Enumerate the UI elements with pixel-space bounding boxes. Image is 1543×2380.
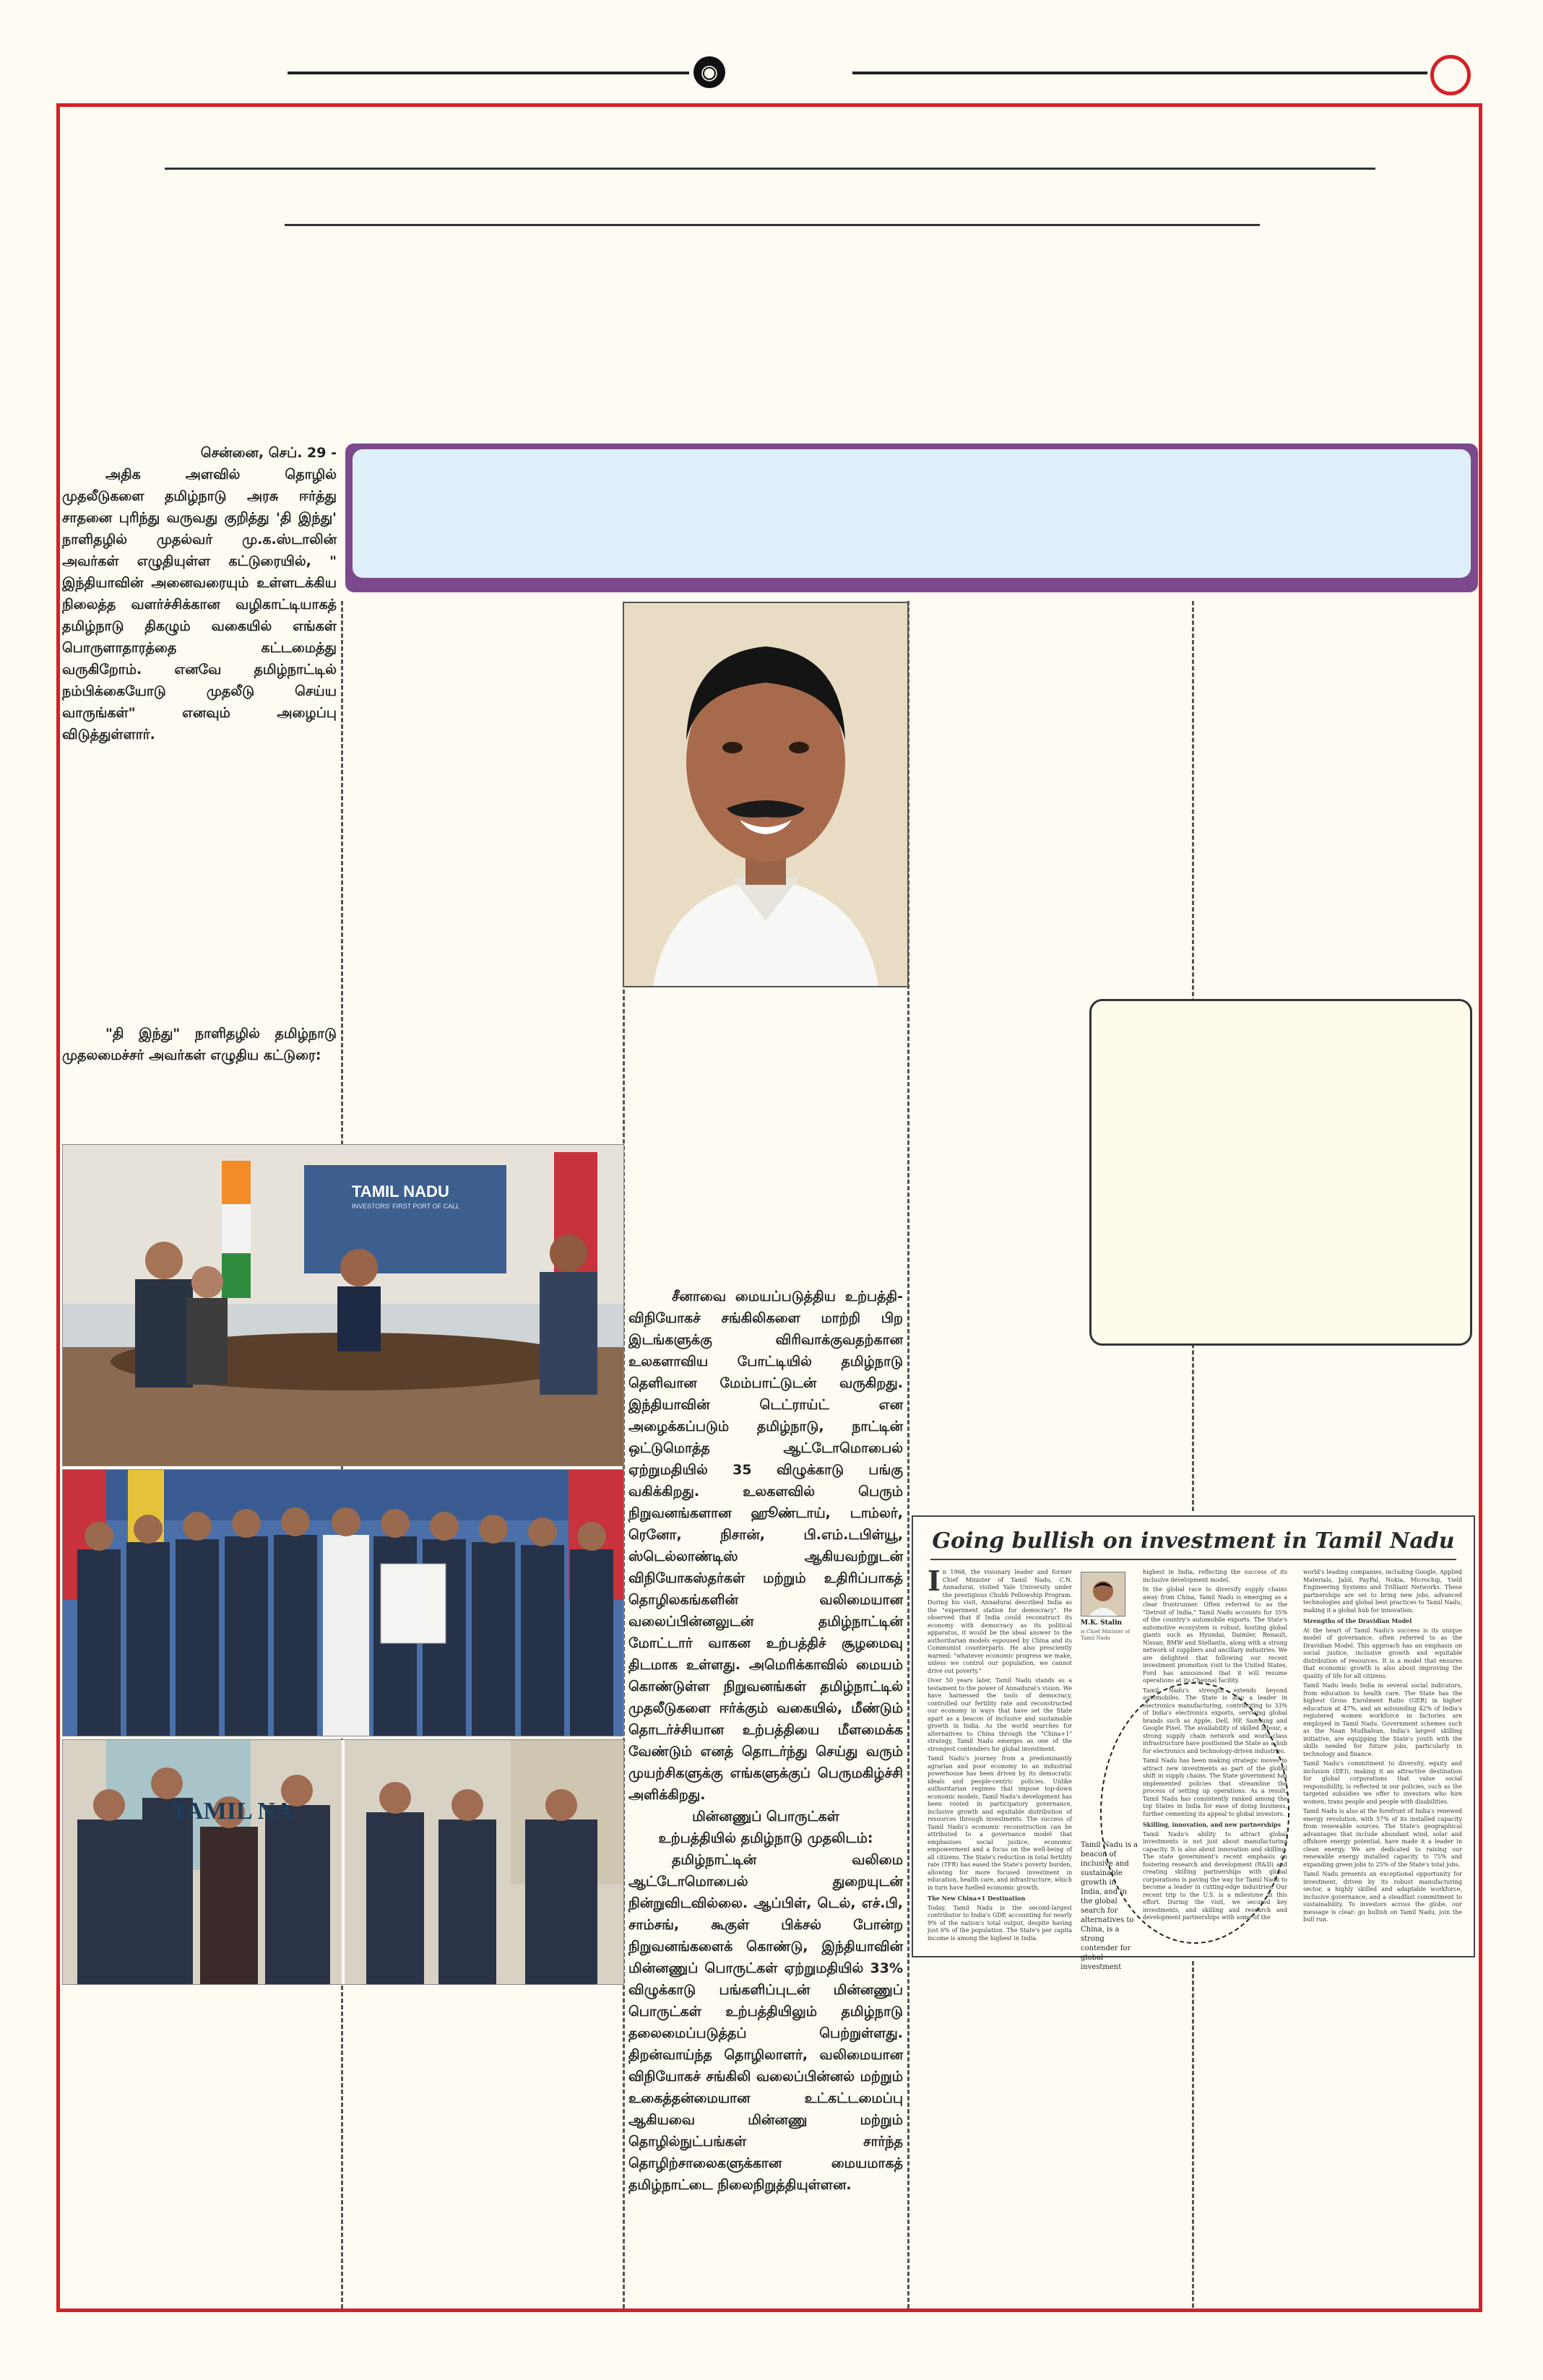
clipping-column-2 [1143,1569,1287,1952]
author-role: is Chief Minister of Tamil Nadu [1081,1629,1131,1641]
author-photo-illustration [1081,1572,1125,1616]
masthead-rule-left [288,72,689,74]
clip-col3-p5: Tamil Nadu is also at the forefront of India's renewed energy revolution, with 57% of its installed capacity from renewable sources. The State's geographical advantages that include abundant wind, solar and offshore energy potential, have made it a leader in clean energy. We are dedicated to raising our renewable energy installed capacity to 75% and expanding green jobs to 25% of the State's total jobs. [1303,1808,1462,1868]
clip-col2-p1: highest in India, reflecting the success of its inclusive development model. [1143,1569,1287,1583]
left-intro-article [62,442,337,745]
clip-col3-p4: Tamil Nadu's commitment to diversity, equity and inclusion (DEI), making it an attractive destination for global corporations that value social responsibility, is reflected in our policies, such as the targeted subsidies we offer to investors who hire women, trans people and people with disabilities. [1303,1760,1462,1805]
clip-col1-p2: Over 50 years later, Tamil Nadu stands as a testament to the power of Annadurai's vision. We have harnessed the tools of democracy, controlled our fertility rate and reconstructed our economy in ways that have set the State apart as a beacon of inclusive and sustainable growth in India. As the world searches for alternatives to China through the "China+1" strategy, Tamil Nadu emerges as one of the strongest contenders for global investment. [928,1677,1072,1752]
clip-col1-subhead: The New China+1 Destination [928,1895,1026,1902]
center-subhead: மின்னணுப் பொருட்கள் [692,1809,839,1825]
group-photo [62,1469,624,1736]
center-subhead-line2: உற்பத்தியில் தமிழ்நாடு முதலிடம்: [658,1830,873,1846]
headline-banner [345,443,1478,592]
background-sign: TAMIL NA [171,1798,293,1825]
pull-quote: Tamil Nadu is a beacon of inclusive and sustainable growth in India, and in the global search for alternatives to China, is a strong contender for global investment [1081,1841,1138,1971]
center-article [628,1286,903,2196]
clip-col3-p6: Tamil Nadu presents an exceptional opportunity for investment, driven by its robust manufacturing sector, a highly skilled and adaptable workforce, inclusive governance, and a steadfast commitment to sustainability. To investors across the globe, our message is clear: go bullish on Tamil Nadu, join the bull run. [1303,1871,1462,1923]
intro-paragraph: அதிக அளவில் தொழில் முதலீடுகளை தமிழ்நாடு அரசு ஈர்த்து சாதனை புரிந்து வருவது குறித்து 'தி இந்து' நாளிதழில் முதல்வர் மு.க.ஸ்டாலின் அவர்கள் எழுதியுள்ள கட்டுரையில், " இந்தியாவின் அனைவரையும் உள்ளடக்கிய நிலைத்த வளர்ச்சிக்கான வழிகாட்டியாகத் தமிழ்நாடு திகழும் வகையில் எங்கள் பொருளாதாரத்தை கட்டமைத்து வருகிறோம். எனவே தமிழ்நாட்டில் நம்பிக்கையோடு முதலீடு செய்ய வாருங்கள்" எனவும் அழைப்பு விடுத்துள்ளார். [62,467,337,743]
clipping-title: Going bullish on investment in Tamil Nadu [932,1528,1455,1554]
clip-col3-subhead: Strengths of the Dravidian Model [1303,1617,1412,1624]
clipping-column-3 [1303,1569,1462,1952]
center-paragraph-2: தமிழ்நாட்டின் வலிமை ஆட்டோமொபைல் துறையுடன் நின்றுவிடவில்லை. ஆப்பிள், டெல், எச்.பி, சாம்சங், கூகுள் பிக்சல் போன்ற நிறுவனங்களைக் கொண்டு, இந்தியாவின் மின்னணுப் பொருட்கள் ஏற்றுமதியில் 33% விழுக்காடு பங்களிப்புடன் மின்னணுப் பொருட்கள் உற்பத்தியிலும் தமிழ்நாடு தலைமைப்படுத்தப் பெற்றுள்ளது. திறன்வாய்ந்த தொழிலாளர், வலிமையான விநியோகச் சங்கிலி வலைப்பின்னல் மற்றும் உகைத்தன்மையான உட்கட்டமைப்பு ஆகியவை மின்னணு மற்றும் தொழில்நுட்பங்கள் சார்ந்த தொழிற்சாலைகளுக்கான மையமாகத் தமிழ்நாட்டை நிலைநிறுத்தியுள்ளன. [628,1852,903,2193]
clip-col2-tail: Tamil Nadu's ability to attract global investments is not just about manufacturing capacity. It is also about innovation and skilling. The state government's recent emphasis on fostering research and development (R&D) and creating skilling partnerships with global corporations is paving the way for Tamil Nadu to become a leader in cutting-edge industries. Our recent trip to the U.S. is a milestone in this effort. During the visit, we secured key investments, and skilling and research and development partnerships with some of the [1143,1830,1287,1921]
chief-minister-portrait [623,602,909,987]
article-caption: "தி இந்து" நாளிதழில் தமிழ்நாடு முதலமைச்சர் அவர்கள் எழுதிய கட்டுரை: [62,1026,337,1063]
center-paragraph-1: சீனாவை மையப்படுத்திய உற்பத்தி-விநியோகச் சங்கிலிகளை மாற்றி பிற இடங்களுக்கு விரிவாக்குவதற்கான உலகளாவிய போட்டியில் தமிழ்நாடு தெளிவான மேம்பாட்டுடன் வருகிறது. இந்தியாவின் டெட்ராய்ட் என அழைக்கப்படும் தமிழ்நாடு, நாட்டின் ஒட்டுமொத்த ஆட்டோமொபைல் ஏற்றுமதியில் 35 விழுக்காடு பங்கு வகிக்கிறது. உலகளவில் பெரும் நிறுவனங்களான ஹூண்டாய், டாம்லர், ரெனோ, நிசான், பி.எம்.டபிள்யூ, ஸ்டெல்லாண்டிஸ் ஆகியவற்றுடன் விநியோகஸ்தர்கள் மற்றும் உதிரிப்பாகத் தொழிலகங்களின் வலிமையான வலைப்பின்னலுடன் தமிழ்நாட்டின் மோட்டார் வாகன உற்பத்திச் சூழமைவு திடமாக உள்ளது. அமெரிக்காவில் மையம் கொண்டுள்ள நிறுவனங்கள் தமிழ்நாட்டில் முதலீடுகளை ஈர்க்கும் வகையில், மீண்டும் தொடர்ச்சியான உற்பத்தியை மீளமைக்க வேண்டும் எனத் தொடர்ந்து செய்து வரும் முயற்சிகளுக்கு எங்களுக்குப் பெருமகிழ்ச்சி அளிக்கிறது. [628,1289,903,1803]
group-photo-illustration [63,1470,623,1736]
meeting-photo-illustration [63,1145,623,1466]
meeting-photo [62,1144,624,1466]
screen-subtitle: INVESTORS' FIRST PORT OF CALL [352,1203,460,1210]
clip-col1-tail: Today, Tamil Nadu is the second-largest contributor to India's GDP, accounting for nearly 9% of the nation's total output, despite having just 6% of the population. The State's per capita income is among the highest in India. [928,1904,1072,1942]
clip-col2-subhead: Skilling, innovation, and new partnerships [1143,1821,1281,1828]
clip-col2-p3: Tamil Nadu's strength extends beyond automobiles. The State is also a leader in electronics manufacturing, contributing to 33% of India's electronics exports, servicing global brands such as Apple, Dell, HP, Samsung and Google Pixel. The availability of skilled labour, a strong supply chain network and world-class infrastructure have positioned the State as a hub for electronics and technology-driven industries. [1143,1687,1287,1754]
dateline: சென்னை, செப். 29 - [200,445,337,461]
headline-rule-bottom [285,224,1260,226]
left-caption [62,1023,337,1066]
headline-rule-top [165,168,1375,170]
masthead-rule-right [852,72,1427,74]
handshake-photo [62,1739,624,1985]
sidebar-box [1089,999,1472,1346]
newspaper-clipping [912,1515,1475,1971]
clip-col3-p3: Tamil Nadu leads India in several social indicators, from education to health care. The State has the highest Gross Enrolment Ratio (GER) in higher education at 47%, and an astounding 42% of India's registered women workforce in factories are employed in Tamil Nadu. Government schemes such as the Naan Mudhalvan, India's largest skilling initiative, are equipping the State's youth with the skills needed for future jobs, particularly in technology and finance. [1303,1682,1462,1757]
emblem-icon: ◉ [693,56,725,88]
clip-col1-p3: Tamil Nadu's journey from a predominantly agrarian and poor economy to an industrial powerhouse has been driven by its democratic ideals and people-centric policies. Unlike authoritarian regimes that impose top-down economic models, Tamil Nadu's development has been rooted in participatory governance, inclusive growth and equitable distribution of resources through investments. The success of Tamil Nadu's economic reconstruction can be attributed to a governance model that emphasises social justice, economic empowerment and a focus on the well-being of all citizens. The State's reduction in total fertility rate (TFR) has eased the State's poverty burden, allowing for more focused investment in education, health care, and infrastructure, which in turn have fuelled economic growth. [928,1755,1072,1891]
clip-col2-p4: Tamil Nadu has been making strategic moves to attract new investments as part of the global shift in supply chains. The State government has implemented policies that streamline the process of setting up operations. As a result, Tamil Nadu has consistently ranked among the top States in India for ease of doing business, further cementing its appeal to global investors. [1143,1757,1287,1817]
screen-title: TAMIL NADU [352,1182,449,1200]
drop-cap: I [928,1565,941,1597]
handshake-photo-illustration [63,1740,623,1984]
clipping-title-rule [930,1559,1456,1560]
clip-col3-p1: world's leading companies, including Google, Applied Materials, Jabil, PayPal, Nokia, Microchip, Yield Engineering Systems and Trilliant Networks. These partnerships are set to bring new jobs, advanced technologies and global best practices to Tamil Nadu, making it a global hub for innovation. [1303,1569,1462,1614]
column-divider-5 [1192,1961,1194,2308]
headline-banner-inner [353,449,1471,578]
author-photo [1081,1572,1125,1617]
page-number-circle [1430,55,1471,95]
clip-col2-p2: In the global race to diversify supply chains away from China, Tamil Nadu is emerging as a clear frontrunner. Often referred to as the "Detroit of India," Tamil Nadu accounts for 35% of the country's automobile exports. The State's automotive ecosystem is robust, hosting global giants such as Hyundai, Daimler, Renault, Nissan, BMW and Stellantis, along with a strong network of suppliers and ancillary industries. We are delighted that following our recent investment promotion visit to the United States, Ford has announced that it will resume operations at its Chennai facility. [1143,1586,1287,1684]
author-name: M.K. Stalin [1081,1619,1123,1627]
clip-col1-p1: n 1968, the visionary leader and former Chief Minister of Tamil Nadu, C.N. Annadurai, visited Yale University under the prestigious Chubb Fellowship Program. During his visit, Annadurai described India as the "experiment station for democracy". He observed that if India could reconstruct its economy with democracy as its political apparatus, it would be the ideal answer to the authoritarian models espoused by China and its Communist counterparts. He also presciently warned: "whatever economic progress we make, unless we control our population, we cannot drive out poverty." [928,1569,1072,1674]
clip-col3-p2: At the heart of Tamil Nadu's success is its unique model of governance, often referred to as the Dravidian Model. This approach has an emphasis on social justice, inclusive growth and equitable distribution of resources. It is a model that ensures that economic growth is also about improving the quality of life for all citizens. [1303,1627,1462,1679]
portrait-illustration [624,603,907,986]
clipping-column-1 [928,1565,1072,1952]
